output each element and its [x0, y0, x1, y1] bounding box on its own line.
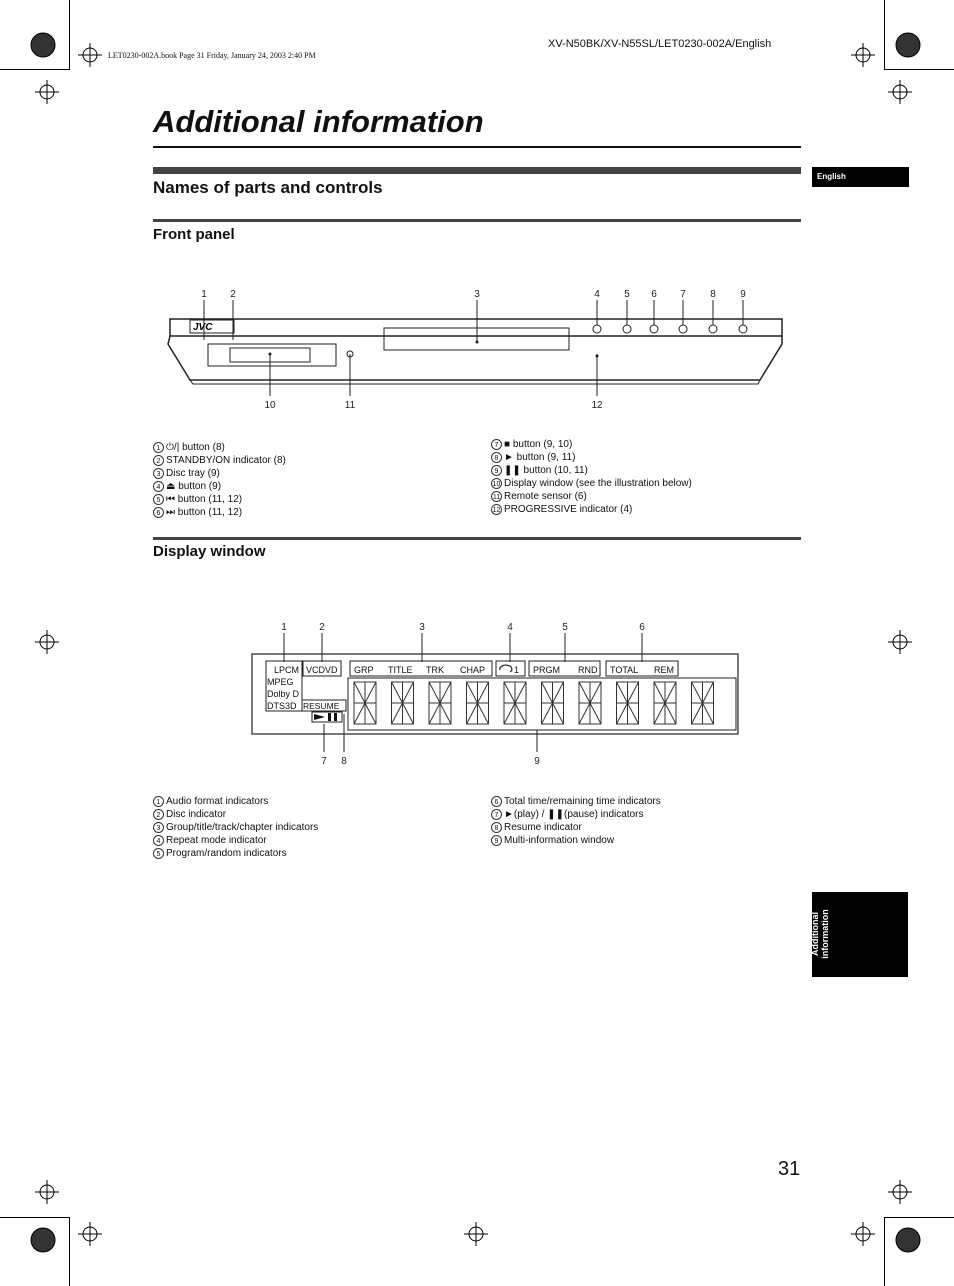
svg-text:TITLE: TITLE — [388, 665, 413, 675]
item-text: Audio format indicators — [166, 796, 269, 807]
front-panel-legend-left — [153, 441, 286, 519]
item-number: 7 — [491, 809, 502, 820]
dw-callout-3: 3 — [419, 622, 425, 633]
display-window-legend-item — [491, 821, 661, 834]
language-tab-label: English — [817, 172, 846, 181]
side-tab-line-1: Additional — [810, 912, 820, 956]
front-panel-legend-item — [491, 490, 692, 503]
front-panel-legend-item — [491, 464, 692, 477]
front-panel-legend-item — [491, 503, 692, 516]
front-panel-legend-item — [153, 493, 286, 506]
item-text: ■ button (9, 10) — [504, 439, 573, 450]
item-number: 6 — [491, 796, 502, 807]
section-bar — [153, 167, 801, 174]
item-number: 9 — [491, 835, 502, 846]
item-number: 1 — [153, 796, 164, 807]
item-text: Repeat mode indicator — [166, 835, 267, 846]
front-panel-legend-item — [153, 467, 286, 480]
svg-text:Dolby D: Dolby D — [267, 689, 300, 699]
item-text: Multi-information window — [504, 835, 615, 846]
item-text: Disc indicator — [166, 809, 227, 820]
callout-1: 1 — [201, 289, 207, 300]
segment-digit — [617, 682, 639, 724]
section-title: Names of parts and controls — [153, 178, 383, 197]
display-window-legend-right — [491, 795, 661, 847]
side-tab-additional-information — [812, 892, 908, 977]
callout-5: 5 — [624, 289, 630, 300]
display-window-legend-item — [153, 808, 318, 821]
item-text: Remote sensor (6) — [504, 491, 587, 502]
item-text: STANDBY/ON indicator (8) — [166, 455, 286, 466]
item-number: 5 — [153, 848, 164, 859]
svg-text:TOTAL: TOTAL — [610, 665, 639, 675]
svg-text:REM: REM — [654, 665, 674, 675]
item-text: ⏭ button (11, 12) — [166, 507, 243, 518]
header-model: XV-N50BK/XV-N55SL/LET0230-002A/English — [548, 38, 772, 50]
front-panel-legend-item — [153, 441, 286, 454]
item-text: ► button (9, 11) — [504, 452, 576, 463]
display-window-legend-left — [153, 795, 318, 860]
front-panel-legend-right — [491, 438, 692, 516]
display-window-illustration — [250, 618, 742, 770]
brand-logo: JVC — [193, 322, 213, 333]
front-panel-legend-item — [491, 477, 692, 490]
item-number: 1 — [153, 442, 164, 453]
svg-text:PRGM: PRGM — [533, 665, 560, 675]
segment-digit — [504, 682, 526, 724]
item-text: Total time/remaining time indicators — [504, 796, 661, 807]
segment-digit — [579, 682, 601, 724]
item-text: ⏮ button (11, 12) — [166, 494, 243, 505]
item-text: ►(play) / ❚❚(pause) indicators — [504, 809, 644, 820]
segment-digit — [354, 682, 376, 724]
display-window-heading: Display window — [153, 543, 266, 560]
dw-callout-4: 4 — [507, 622, 513, 633]
segment-digit — [654, 682, 676, 724]
callout-7: 7 — [680, 289, 686, 300]
callout-2: 2 — [230, 289, 236, 300]
dw-callout-9: 9 — [534, 756, 540, 767]
front-panel-legend-item — [153, 480, 286, 493]
front-panel-heading: Front panel — [153, 226, 235, 243]
callout-3: 3 — [474, 289, 480, 300]
item-text: ❚❚ button (10, 11) — [504, 465, 588, 476]
display-window-legend-item — [153, 821, 318, 834]
item-number: 2 — [153, 809, 164, 820]
item-text: Display window (see the illustration below) — [504, 478, 692, 489]
item-number: 8 — [491, 822, 502, 833]
svg-text:GRP: GRP — [354, 665, 374, 675]
side-tab-label — [810, 904, 830, 964]
callout-10: 10 — [264, 400, 276, 411]
dw-callout-2: 2 — [319, 622, 325, 633]
item-text: Resume indicator — [504, 822, 582, 833]
dw-callout-6: 6 — [639, 622, 645, 633]
callout-4: 4 — [594, 289, 600, 300]
item-text: Disc tray (9) — [166, 468, 220, 479]
item-number: 6 — [153, 507, 164, 518]
item-number: 10 — [491, 478, 502, 489]
item-text: Group/title/track/chapter indicators — [166, 822, 319, 833]
front-panel-legend-item — [491, 451, 692, 464]
callout-12: 12 — [591, 400, 603, 411]
svg-text:RND: RND — [578, 665, 598, 675]
svg-text:VCDVD: VCDVD — [306, 665, 338, 675]
item-text: Program/random indicators — [166, 848, 287, 859]
front-panel-legend-item — [153, 506, 286, 519]
display-window-legend-item — [491, 795, 661, 808]
item-text: ⏻/| button (8) — [166, 442, 225, 453]
dw-callout-1: 1 — [281, 622, 287, 633]
front-panel-illustration — [160, 284, 790, 414]
callout-6: 6 — [651, 289, 657, 300]
segment-digit — [467, 682, 489, 724]
callout-11: 11 — [344, 400, 356, 411]
segment-digit — [692, 682, 714, 724]
display-window-legend-item — [153, 795, 318, 808]
dw-callout-7: 7 — [321, 756, 327, 767]
dw-callout-8: 8 — [341, 756, 347, 767]
item-number: 2 — [153, 455, 164, 466]
item-number: 11 — [491, 491, 502, 502]
front-panel-rule — [153, 219, 801, 222]
svg-text:1: 1 — [514, 665, 520, 675]
display-window-rule — [153, 537, 801, 540]
display-window-legend-item — [153, 847, 318, 860]
svg-text:MPEG: MPEG — [267, 677, 294, 687]
item-number: 4 — [153, 481, 164, 492]
item-number: 3 — [153, 468, 164, 479]
svg-text:TRK: TRK — [426, 665, 444, 675]
segment-digit — [392, 682, 414, 724]
dw-callout-5: 5 — [562, 622, 568, 633]
page-number: 31 — [778, 1158, 801, 1180]
side-tab-line-2: information — [820, 909, 830, 959]
item-number: 7 — [491, 439, 502, 450]
callout-8: 8 — [710, 289, 716, 300]
page-title: Additional information — [153, 104, 484, 139]
language-tab — [812, 167, 909, 187]
front-panel-legend-item — [491, 438, 692, 451]
display-window-legend-item — [153, 834, 318, 847]
header-file-info: LET0230-002A.book Page 31 Friday, January 24, 2003 2:40 PM — [108, 51, 316, 60]
segment-digit — [429, 682, 451, 724]
item-number: 4 — [153, 835, 164, 846]
segment-digit — [542, 682, 564, 724]
callout-9: 9 — [740, 289, 746, 300]
item-number: 9 — [491, 465, 502, 476]
svg-text:CHAP: CHAP — [460, 665, 486, 675]
item-number: 3 — [153, 822, 164, 833]
title-rule — [153, 146, 801, 148]
item-number: 8 — [491, 452, 502, 463]
item-text: PROGRESSIVE indicator (4) — [504, 504, 633, 515]
item-text: ⏏ button (9) — [166, 481, 222, 492]
svg-text:RESUME: RESUME — [303, 701, 340, 711]
svg-text:LPCM: LPCM — [274, 665, 300, 675]
svg-text:DTS3D: DTS3D — [267, 701, 297, 711]
item-number: 12 — [491, 504, 502, 515]
display-window-legend-item — [491, 834, 661, 847]
front-panel-legend-item — [153, 454, 286, 467]
display-window-legend-item — [491, 808, 661, 821]
item-number: 5 — [153, 494, 164, 505]
